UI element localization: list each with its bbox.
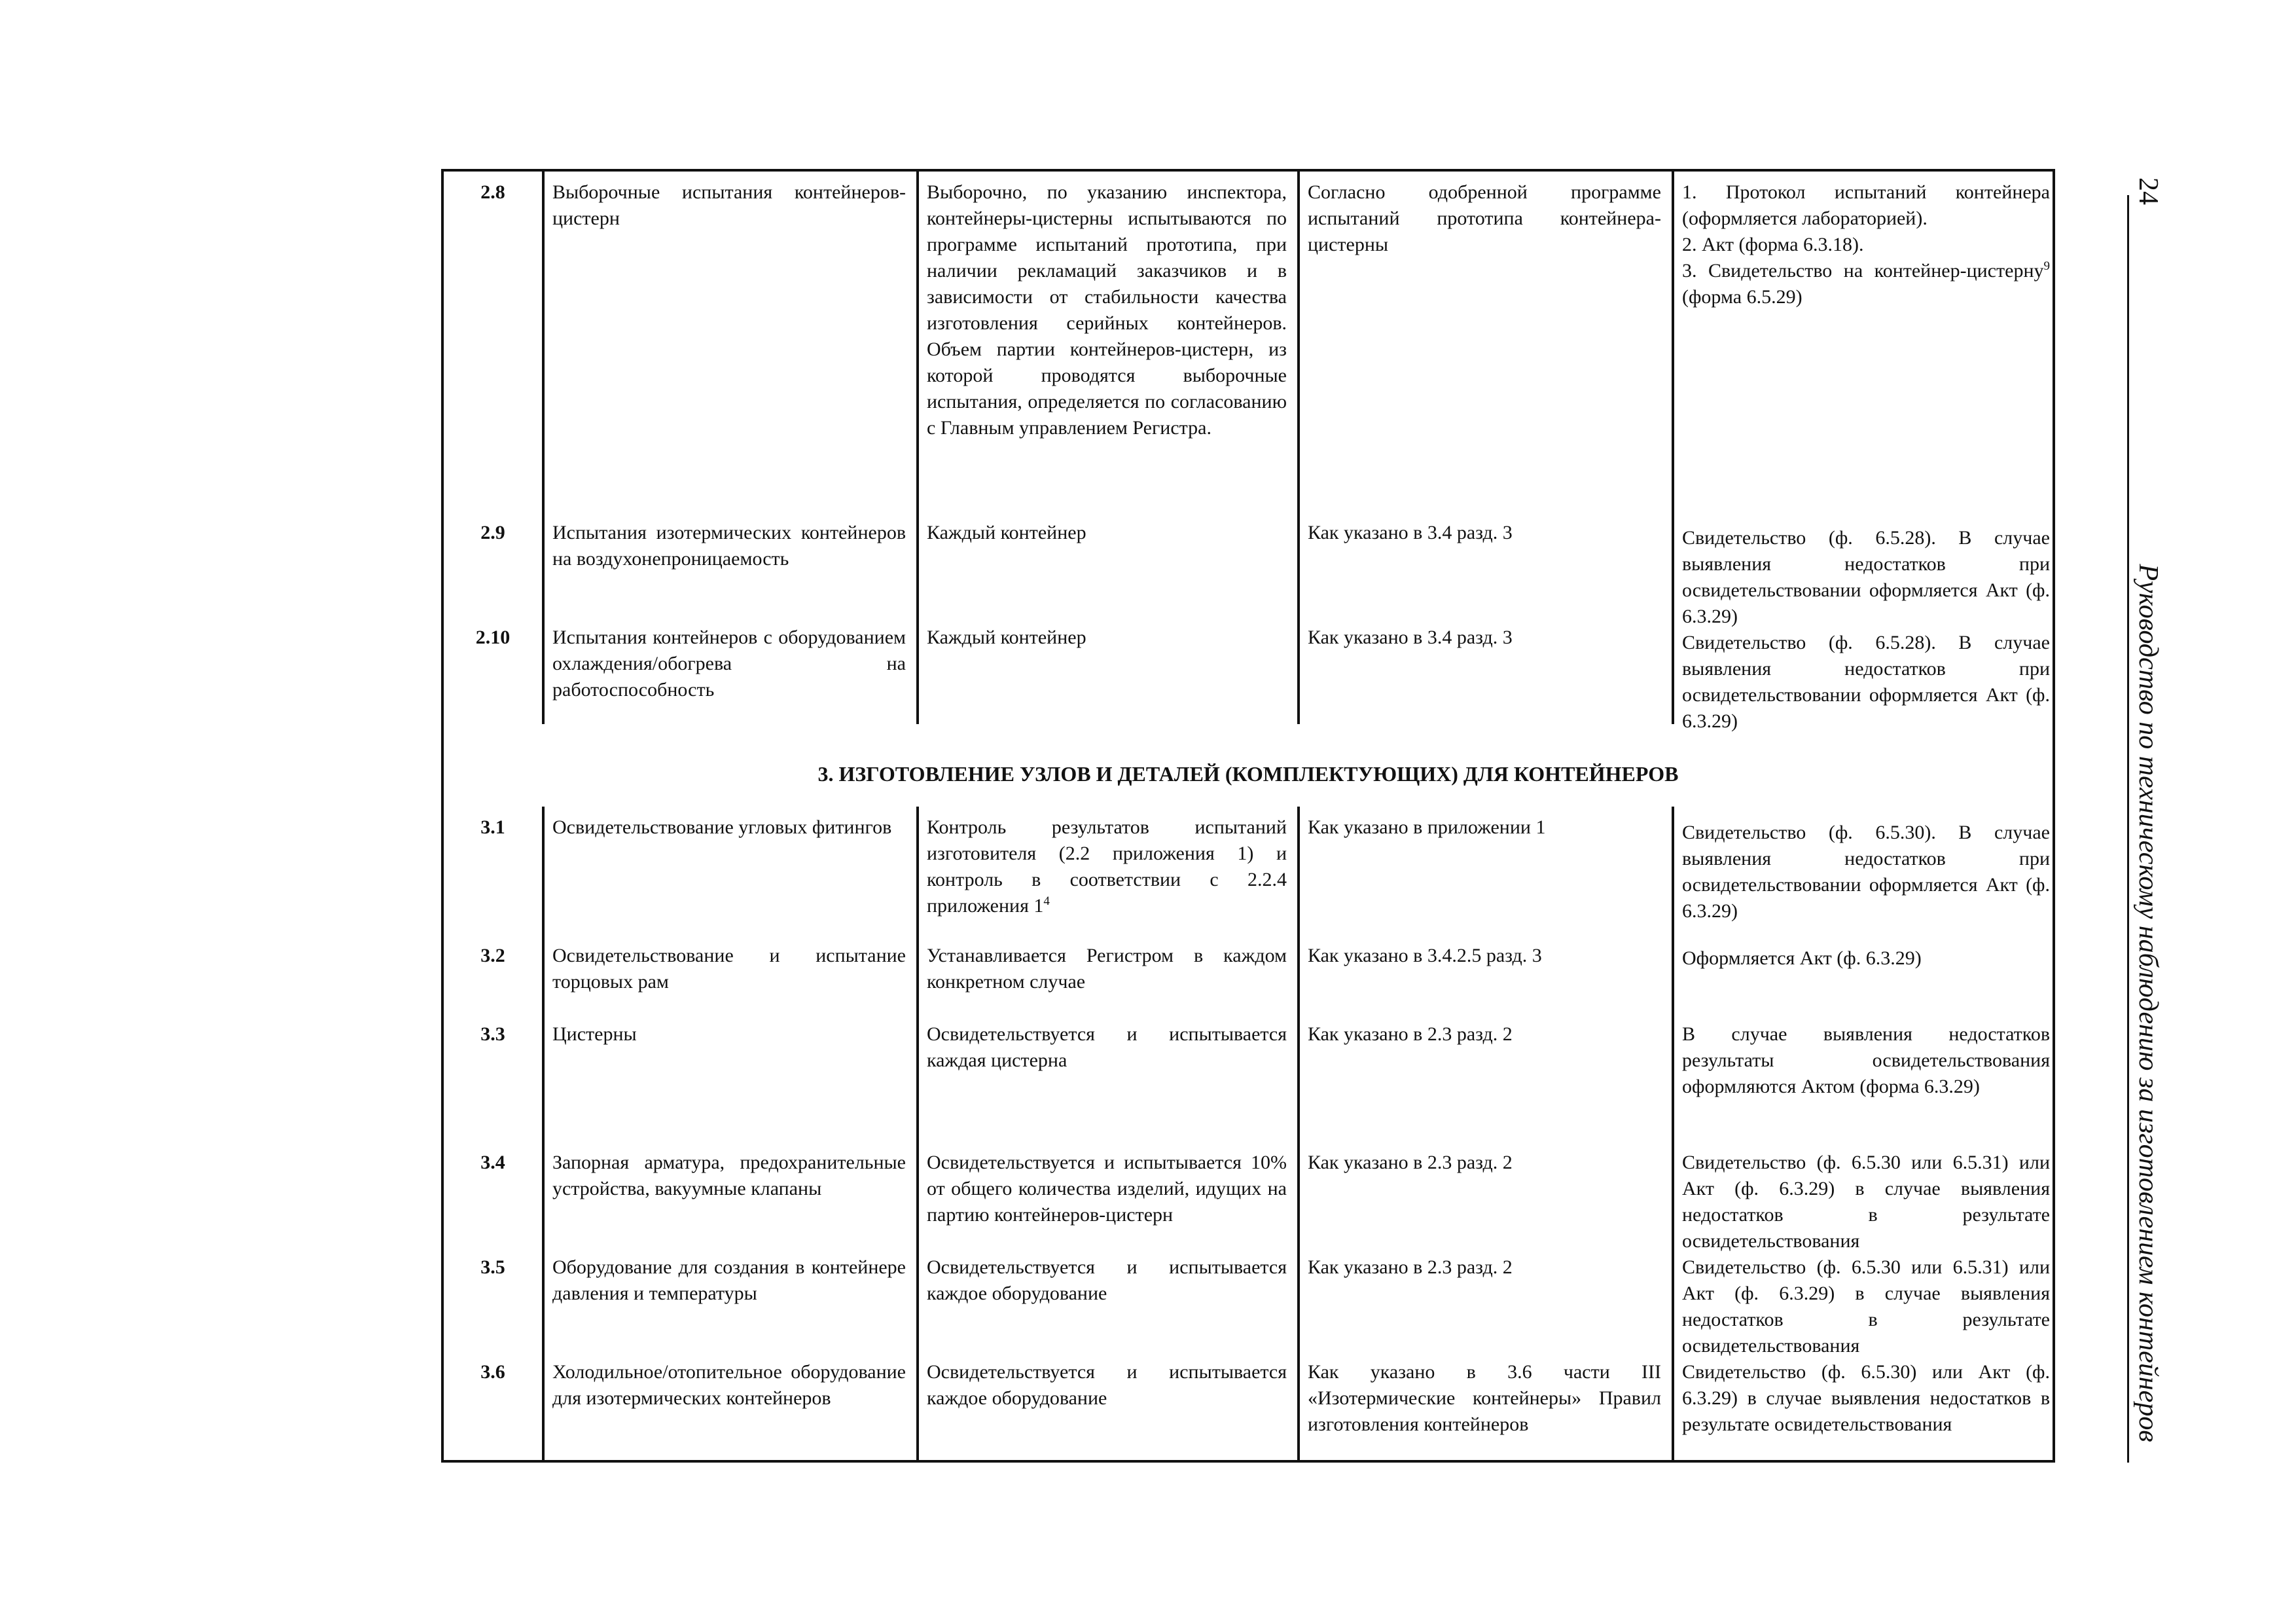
row-method: Согласно одобренной программе испытаний прототипа контейнера-цистерны [1308, 181, 1661, 255]
row-number: 3.1 [480, 816, 505, 838]
row-number: 3.3 [480, 1023, 505, 1045]
scope-text: Контроль результатов испытаний изготовителя (2.2 приложения 1) и контроль в соответствии с 2.2.4 приложения 1 [927, 816, 1287, 917]
row-scope: Освидетельствуется и испытывается каждая цистерна [927, 1023, 1287, 1071]
row-scope: Каждый контейнер [927, 627, 1086, 648]
row-subject: Освидетельствование и испытание торцовых рам [552, 945, 906, 993]
row-documents: Оформляется Акт (ф. 6.3.29) [1682, 947, 1922, 969]
row-number: 3.5 [480, 1256, 505, 1278]
document-item [1682, 258, 2050, 310]
row-scope: Освидетельствуется и испытывается каждое оборудование [927, 1256, 1287, 1304]
row-documents [1682, 179, 2050, 310]
column-divider [916, 172, 919, 724]
row-method: Как указано в приложении 1 [1308, 816, 1546, 838]
document-text: 3. Свидетельство на контейнер-цистерну [1682, 260, 2044, 282]
page-number [2126, 169, 2170, 213]
row-subject: Запорная арматура, предохранительные устройства, вакуумные клапаны [552, 1152, 906, 1199]
row-subject: Испытания изотермических контейнеров на воздухонепроницаемость [552, 522, 906, 570]
document-item: 2. Акт (форма 6.3.18). [1682, 234, 1864, 255]
row-subject: Холодильное/отопительное оборудование для изотермических контейнеров [552, 1361, 906, 1409]
row-scope: Освидетельствуется и испытывается 10% от общего количества изделий, идущих на партию контейнеров-цистерн [927, 1152, 1287, 1226]
row-method: Как указано в 2.3 разд. 2 [1308, 1256, 1513, 1278]
page-margin [2126, 169, 2170, 1463]
section-heading: 3. ИЗГОТОВЛЕНИЕ УЗЛОВ И ДЕТАЛЕЙ (КОМПЛЕКТУЮЩИХ) ДЛЯ КОНТЕЙНЕРОВ [817, 762, 1679, 786]
footnote-marker: 9 [2043, 259, 2050, 273]
column-divider [542, 807, 545, 1463]
row-documents: Свидетельство (ф. 6.5.30) или Акт (ф. 6.3.29) в случае выявления недостатков в результате освидетельствования [1682, 1361, 2050, 1435]
running-title: Руководство по техническому наблюдению за изготовлением контейнеров [2133, 564, 2163, 1442]
footnote-marker: 4 [1043, 894, 1050, 908]
row-subject: Цистерны [552, 1023, 637, 1045]
row-documents: Свидетельство (ф. 6.5.30 или 6.5.31) или Акт (ф. 6.3.29) в случае выявления недостатков в результате освидетельствования [1682, 1152, 2050, 1252]
row-scope: Освидетельствуется и испытывается каждое оборудование [927, 1361, 1287, 1409]
row-method: Как указано в 2.3 разд. 2 [1308, 1023, 1513, 1045]
row-scope [927, 814, 1287, 919]
document-item: 1. Протокол испытаний контейнера (оформляется лабораторией). [1682, 181, 2050, 229]
row-documents: Свидетельство (ф. 6.5.30). В случае выявления недостатков при освидетельствовании оформляется Акт (ф. 6.3.29) [1682, 822, 2050, 922]
row-number: 3.6 [480, 1361, 505, 1383]
row-documents: Свидетельство (ф. 6.5.28). В случае выявления недостатков при освидетельствовании оформляется Акт (ф. 6.3.29) [1682, 632, 2050, 732]
row-scope: Выборочно, по указанию инспектора, контейнеры-цистерны испытываются по программе испытаний прототипа, при наличии рекламаций заказчиков и в зависимости от стабильности качества изготовления серийных контейнеров. Объем партии контейнеров-цистерн, из которой проводятся выборочные испытания, определяется по согласованию с Главным управлением Регистра. [927, 181, 1287, 439]
row-method: Как указано в 3.4 разд. 3 [1308, 627, 1513, 648]
row-method: Как указано в 2.3 разд. 2 [1308, 1152, 1513, 1173]
row-method: Как указано в 3.4.2.5 разд. 3 [1308, 945, 1542, 966]
row-number: 2.10 [475, 627, 511, 648]
row-method: Как указано в 3.6 части III «Изотермические контейнеры» Правил изготовления контейнеров [1308, 1361, 1661, 1435]
document-text: (форма 6.5.29) [1682, 286, 1803, 308]
row-documents: В случае выявления недостатков результаты освидетельствования оформляются Актом (форма 6.3.29) [1682, 1023, 2050, 1097]
row-number: 2.9 [480, 522, 505, 543]
column-divider [1297, 807, 1300, 1463]
column-divider [1297, 172, 1300, 724]
row-subject: Оборудование для создания в контейнере давления и температуры [552, 1256, 906, 1304]
running-title-area [2126, 543, 2170, 1463]
row-number: 2.8 [480, 181, 505, 203]
row-documents: Свидетельство (ф. 6.5.28). В случае выявления недостатков при освидетельствовании оформляется Акт (ф. 6.3.29) [1682, 527, 2050, 627]
page-number-text: 24 [2133, 177, 2163, 205]
row-number: 3.2 [480, 945, 505, 966]
row-scope: Устанавливается Регистром в каждом конкретном случае [927, 945, 1287, 993]
row-subject: Выборочные испытания контейнеров-цистерн [552, 181, 906, 229]
row-subject: Освидетельствование угловых фитингов [552, 816, 892, 838]
row-scope: Каждый контейнер [927, 522, 1086, 543]
row-subject: Испытания контейнеров с оборудованием охлаждения/обогрева на работоспособность [552, 627, 906, 701]
row-method: Как указано в 3.4 разд. 3 [1308, 522, 1513, 543]
column-divider [916, 807, 919, 1463]
column-divider [542, 172, 545, 724]
row-documents: Свидетельство (ф. 6.5.30 или 6.5.31) или Акт (ф. 6.3.29) в случае выявления недостатков в результате освидетельствования [1682, 1256, 2050, 1357]
survey-table [441, 169, 2055, 1463]
column-divider [1672, 807, 1674, 1463]
row-number: 3.4 [480, 1152, 505, 1173]
column-divider [1672, 172, 1674, 724]
